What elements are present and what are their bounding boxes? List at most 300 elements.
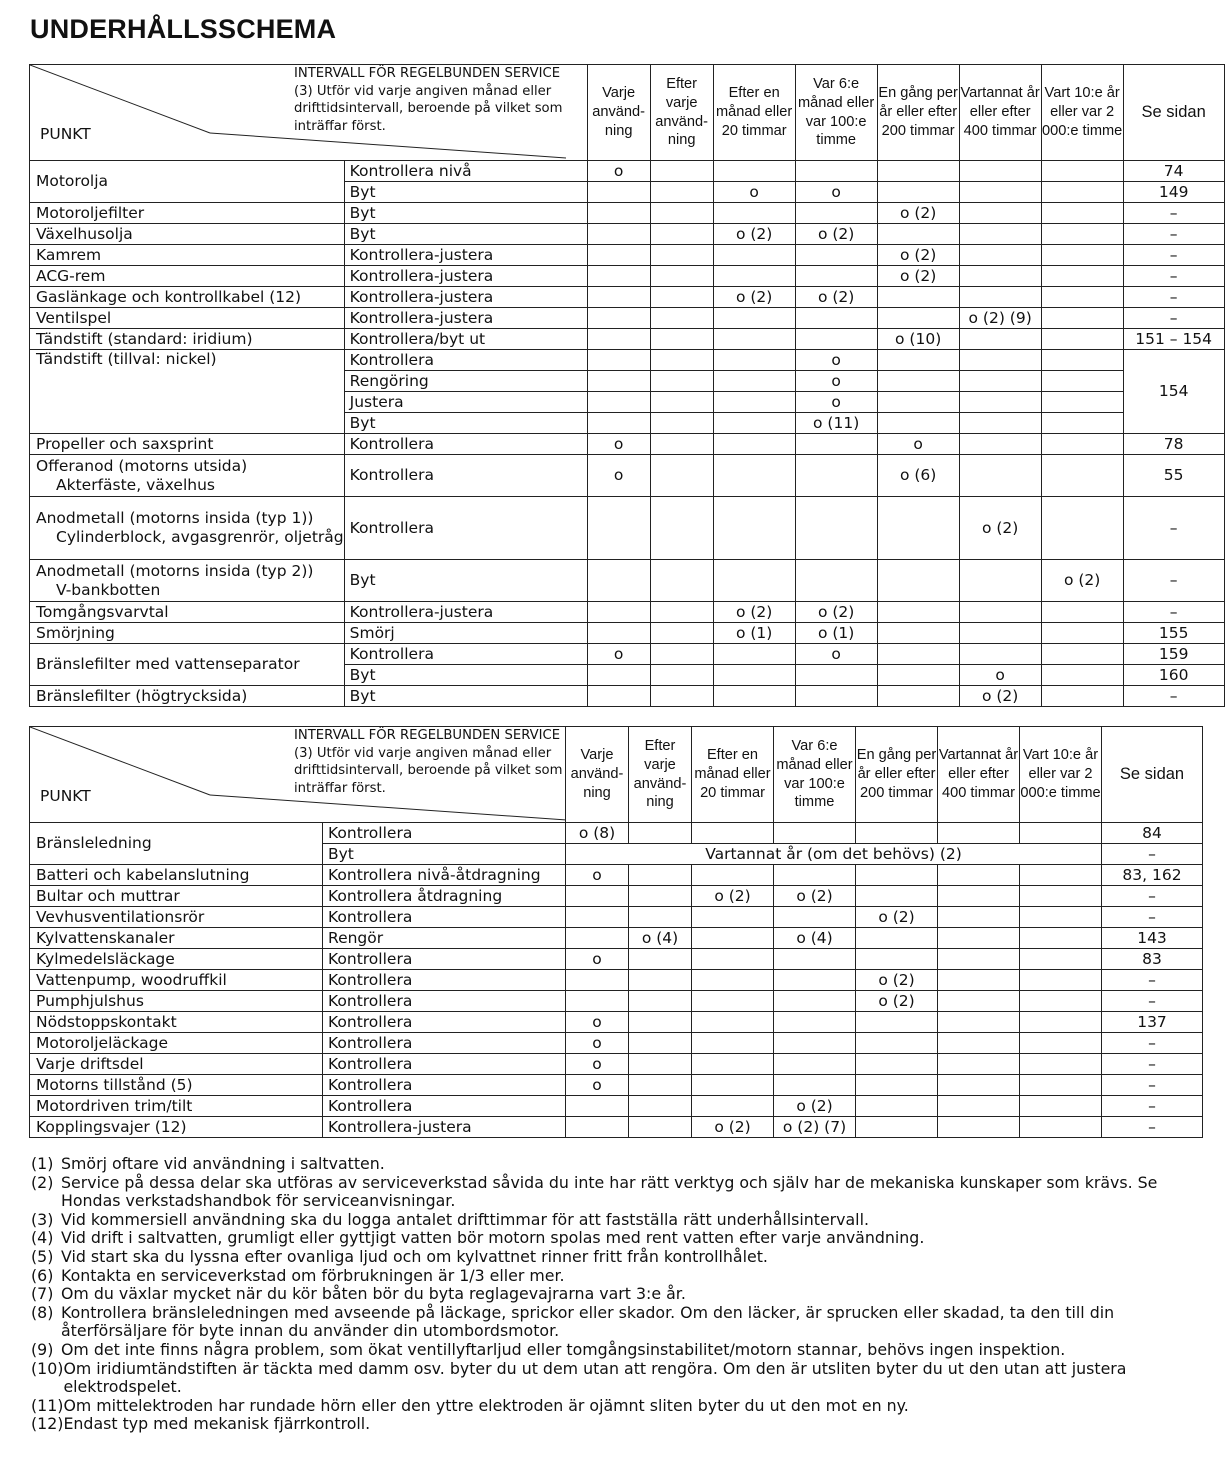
interval-mark-cell [629, 1096, 692, 1117]
interval-mark-cell: o [566, 1075, 629, 1096]
item-label: Ventilspel [36, 308, 112, 327]
interval-mark-cell [795, 686, 877, 707]
item-cell [30, 455, 345, 497]
interval-mark-cell [713, 350, 795, 371]
interval-mark-cell [587, 203, 650, 224]
item-cell [30, 1012, 323, 1033]
interval-mark-cell [959, 245, 1041, 266]
interval-mark-cell [713, 392, 795, 413]
footnote-text: Vid start ska du lyssna efter ovanliga ljud och om kylvattnet rinner fritt från kontrollhålet. [61, 1246, 768, 1266]
interval-mark-cell [877, 644, 959, 665]
interval-mark-cell [795, 308, 877, 329]
interval-mark-cell [795, 266, 877, 287]
interval-mark-cell: o [795, 182, 877, 203]
page-ref-cell: 160 [1123, 665, 1224, 686]
interval-mark-cell: o [713, 182, 795, 203]
item-cell [30, 865, 323, 886]
table-row [30, 991, 1203, 1012]
diagonal-header-cell [30, 727, 566, 823]
footnote [31, 1229, 1211, 1248]
punkt-label: PUNKT [40, 787, 91, 805]
interval-mark-cell [856, 823, 938, 844]
page-ref-cell: – [1123, 203, 1224, 224]
interval-mark-cell: o (2) [856, 907, 938, 928]
item-label: Växelhusolja [36, 224, 133, 243]
task-cell: Kontrollera-justera [344, 287, 587, 308]
task-cell: Kontrollera-justera [344, 245, 587, 266]
interval-mark-cell [959, 350, 1041, 371]
item-label: Tändstift (tillval: nickel) [36, 350, 217, 368]
page-ref-cell: – [1123, 287, 1224, 308]
interval-mark-cell [650, 224, 713, 245]
interval-mark-cell: o [587, 644, 650, 665]
interval-mark-cell [877, 371, 959, 392]
interval-mark-cell [959, 602, 1041, 623]
interval-mark-cell [795, 434, 877, 455]
maintenance-table-1 [29, 64, 1225, 707]
task-cell: Kontrollera [323, 1054, 566, 1075]
interval-mark-cell [650, 350, 713, 371]
item-cell [30, 560, 345, 602]
item-label: Anodmetall (motorns insida (typ 2)) [36, 561, 314, 580]
interval-mark-cell [587, 308, 650, 329]
interval-mark-cell: o (2) [877, 203, 959, 224]
diagonal-header-cell [30, 65, 588, 161]
task-cell: Kontrollera [344, 455, 587, 497]
interval-mark-cell: o (4) [629, 928, 692, 949]
item-label: Motoroljefilter [36, 203, 145, 222]
interval-mark-cell [1041, 665, 1123, 686]
interval-mark-cell: o (2) [713, 287, 795, 308]
interval-mark-cell: o (2) [795, 602, 877, 623]
interval-mark-cell [566, 1096, 629, 1117]
interval-mark-cell [587, 497, 650, 560]
interval-mark-cell [877, 623, 959, 644]
interval-mark-cell [1041, 623, 1123, 644]
interval-mark-cell [1020, 970, 1102, 991]
table-row [30, 350, 1225, 371]
interval-mark-cell: o (2) [856, 970, 938, 991]
interval-mark-cell [692, 991, 774, 1012]
interval-mark-cell [629, 1033, 692, 1054]
task-cell: Kontrollera [323, 907, 566, 928]
table-row [30, 1117, 1203, 1138]
footnote-number: (3) [31, 1209, 54, 1229]
interval-mark-cell [566, 928, 629, 949]
interval-mark-cell [938, 823, 1020, 844]
item-label: Motoroljeläckage [36, 1033, 168, 1052]
task-cell: Byt [344, 665, 587, 686]
interval-mark-cell [774, 907, 856, 928]
interval-mark-cell [938, 865, 1020, 886]
interval-mark-cell: o (2) [877, 266, 959, 287]
interval-mark-cell: o [795, 392, 877, 413]
item-label: Bränslefilter med vattenseparator [36, 655, 300, 673]
interval-mark-cell [1020, 1054, 1102, 1075]
column-header: Vart 10:e år eller var 2 000:e timme [1041, 65, 1123, 161]
interval-mark-cell: o (2) [774, 1096, 856, 1117]
item-label: Vevhusventilationsrör [36, 907, 205, 926]
interval-mark-cell [566, 886, 629, 907]
page-ref-cell: – [1123, 602, 1224, 623]
item-cell [30, 928, 323, 949]
page-ref-cell: – [1102, 844, 1203, 865]
interval-mark-cell [877, 308, 959, 329]
item-cell [30, 245, 345, 266]
footnote [31, 1304, 1211, 1341]
interval-mark-cell [856, 865, 938, 886]
interval-mark-cell: o (1) [713, 623, 795, 644]
interval-mark-cell [877, 413, 959, 434]
interval-mark-cell: o [587, 434, 650, 455]
interval-mark-cell [1041, 602, 1123, 623]
item-cell [30, 203, 345, 224]
interval-mark-cell [938, 991, 1020, 1012]
interval-mark-cell [650, 560, 713, 602]
table-row [30, 1054, 1203, 1075]
table-row [30, 245, 1225, 266]
interval-mark-cell: o (2) [692, 1117, 774, 1138]
interval-mark-cell [566, 970, 629, 991]
column-header: Efter varje använd-ning [650, 65, 713, 161]
interval-mark-cell: o [795, 350, 877, 371]
table-row [30, 949, 1203, 970]
interval-mark-cell [1041, 644, 1123, 665]
table-row [30, 1033, 1203, 1054]
footnote [31, 1155, 1211, 1174]
interval-mark-cell [856, 1012, 938, 1033]
interval-mark-cell: o (1) [795, 623, 877, 644]
interval-mark-cell [713, 560, 795, 602]
interval-mark-cell [566, 907, 629, 928]
interval-mark-cell [650, 371, 713, 392]
interval-mark-cell [774, 991, 856, 1012]
interval-mark-cell [938, 1033, 1020, 1054]
interval-mark-cell [692, 823, 774, 844]
footnote-text: Om du växlar mycket när du kör båten bör du byta reglagevajrarna vart 3:e år. [61, 1284, 686, 1304]
footnote [31, 1211, 1211, 1230]
interval-mark-cell [650, 245, 713, 266]
interval-mark-cell [1041, 287, 1123, 308]
interval-mark-cell [713, 245, 795, 266]
interval-mark-cell [692, 1054, 774, 1075]
task-cell: Kontrollera/byt ut [344, 329, 587, 350]
task-cell: Byt [344, 182, 587, 203]
interval-mark-cell [1041, 245, 1123, 266]
item-cell [30, 1117, 323, 1138]
task-cell: Kontrollera [323, 949, 566, 970]
interval-mark-cell [1020, 1012, 1102, 1033]
task-cell: Rengöring [344, 371, 587, 392]
footnote-text: Service på dessa delar ska utföras av serviceverkstad såvida du inte har rätt verktyg och själv har de mekaniska kunskaper som krävs. Se Hondas verkstadshandbok för serviceanvisningar. [61, 1172, 1158, 1211]
interval-mark-cell [774, 1075, 856, 1096]
interval-mark-cell [1020, 865, 1102, 886]
interval-mark-cell [629, 1054, 692, 1075]
interval-mark-cell [650, 266, 713, 287]
table-row [30, 161, 1225, 182]
interval-mark-cell [650, 434, 713, 455]
interval-mark-cell [587, 413, 650, 434]
interval-mark-cell [774, 1033, 856, 1054]
interval-mark-cell [650, 308, 713, 329]
interval-label [294, 727, 566, 797]
footnote-text: Kontakta en serviceverkstad om förbrukningen är 1/3 eller mer. [61, 1265, 565, 1285]
interval-mark-cell [587, 329, 650, 350]
interval-mark-cell [650, 644, 713, 665]
interval-mark-cell: o (2) (9) [959, 308, 1041, 329]
item-cell [30, 823, 323, 865]
task-cell: Kontrollera [323, 823, 566, 844]
interval-mark-cell [856, 1096, 938, 1117]
page-ref-cell: – [1123, 266, 1224, 287]
interval-mark-cell [587, 602, 650, 623]
interval-mark-cell: o (2) [1041, 560, 1123, 602]
interval-mark-cell [587, 686, 650, 707]
interval-mark-cell [1020, 886, 1102, 907]
interval-mark-cell [587, 560, 650, 602]
item-cell [30, 1096, 323, 1117]
interval-mark-cell: o [587, 161, 650, 182]
interval-mark-cell [795, 497, 877, 560]
interval-mark-cell [650, 182, 713, 203]
table-row [30, 329, 1225, 350]
interval-mark-cell: o [877, 434, 959, 455]
interval-mark-cell [1041, 497, 1123, 560]
page-ref-cell: 154 [1123, 350, 1224, 434]
interval-heading: INTERVALL FÖR REGELBUNDEN SERVICE (3) [294, 66, 561, 99]
table-row [30, 434, 1225, 455]
interval-mark-cell [629, 1012, 692, 1033]
interval-mark-cell: o [795, 371, 877, 392]
interval-mark-cell: o (6) [877, 455, 959, 497]
footnote [31, 1248, 1211, 1267]
interval-mark-cell [629, 991, 692, 1012]
interval-mark-cell [877, 224, 959, 245]
interval-mark-cell [877, 350, 959, 371]
footnote-number: (12) [31, 1414, 64, 1434]
interval-mark-cell: o (2) [877, 245, 959, 266]
column-header: Var 6:e månad eller var 100:e timme [795, 65, 877, 161]
page-ref-cell: – [1123, 245, 1224, 266]
interval-mark-cell [587, 371, 650, 392]
interval-mark-cell [1041, 182, 1123, 203]
interval-mark-cell [938, 1054, 1020, 1075]
interval-mark-cell: o [566, 949, 629, 970]
table-row [30, 886, 1203, 907]
task-cell: Byt [344, 203, 587, 224]
interval-mark-cell [587, 245, 650, 266]
item-cell [30, 991, 323, 1012]
interval-mark-cell [587, 287, 650, 308]
page-ref-cell: – [1123, 224, 1224, 245]
interval-mark-cell [938, 907, 1020, 928]
interval-mark-cell [692, 1012, 774, 1033]
page-ref-cell: – [1102, 1117, 1203, 1138]
item-label: Pumphjulshus [36, 991, 144, 1010]
interval-mark-cell [713, 434, 795, 455]
footnote [31, 1267, 1211, 1286]
item-label: Motorns tillstånd (5) [36, 1075, 193, 1094]
interval-mark-cell [959, 623, 1041, 644]
table-row [30, 907, 1203, 928]
page-ref-cell: 84 [1102, 823, 1203, 844]
interval-mark-cell [650, 413, 713, 434]
page-column-header: Se sidan [1102, 727, 1203, 823]
item-cell [30, 350, 345, 434]
task-cell: Kontrollera [344, 434, 587, 455]
interval-mark-cell [629, 907, 692, 928]
page-ref-cell: 137 [1102, 1012, 1203, 1033]
interval-mark-cell [959, 455, 1041, 497]
item-cell [30, 886, 323, 907]
page-ref-cell: 155 [1123, 623, 1224, 644]
task-cell: Kontrollera åtdragning [323, 886, 566, 907]
interval-mark-cell [856, 1033, 938, 1054]
table-row [30, 560, 1225, 602]
item-cell [30, 266, 345, 287]
interval-mark-cell [795, 560, 877, 602]
interval-mark-cell [938, 970, 1020, 991]
interval-mark-cell [629, 823, 692, 844]
item-label: Gaslänkage och kontrollkabel (12) [36, 287, 302, 306]
task-cell: Rengör [323, 928, 566, 949]
interval-mark-cell [692, 1075, 774, 1096]
interval-mark-cell [629, 1075, 692, 1096]
interval-mark-cell [959, 266, 1041, 287]
item-cell [30, 1054, 323, 1075]
footnote-number: (9) [31, 1339, 54, 1359]
item-cell [30, 308, 345, 329]
interval-mark-cell [566, 1117, 629, 1138]
task-cell: Kontrollera [323, 970, 566, 991]
item-label: Motordriven trim/tilt [36, 1096, 193, 1115]
task-cell: Kontrollera-justera [344, 266, 587, 287]
interval-mark-cell [1020, 1117, 1102, 1138]
table-row [30, 865, 1203, 886]
task-cell: Kontrollera [344, 644, 587, 665]
interval-mark-cell [938, 886, 1020, 907]
interval-mark-cell [1020, 928, 1102, 949]
interval-mark-cell [1041, 455, 1123, 497]
item-label: Tändstift (standard: iridium) [36, 329, 253, 348]
interval-mark-cell [959, 287, 1041, 308]
page-ref-cell: 78 [1123, 434, 1224, 455]
interval-mark-cell [774, 1054, 856, 1075]
interval-mark-cell [877, 665, 959, 686]
interval-mark-cell [713, 308, 795, 329]
interval-mark-cell [713, 203, 795, 224]
interval-mark-cell [959, 644, 1041, 665]
item-label: Bränsleledning [36, 834, 152, 852]
table-row [30, 497, 1225, 560]
item-cell [30, 434, 345, 455]
interval-mark-cell [856, 949, 938, 970]
interval-mark-cell [938, 1075, 1020, 1096]
item-cell [30, 497, 345, 560]
interval-mark-cell [692, 907, 774, 928]
interval-mark-cell: o (2) [795, 287, 877, 308]
column-header: Varje använd-ning [566, 727, 629, 823]
item-cell [30, 686, 345, 707]
page-ref-cell: – [1102, 991, 1203, 1012]
table-row [30, 1012, 1203, 1033]
interval-mark-cell: o [587, 455, 650, 497]
interval-mark-cell [856, 1075, 938, 1096]
interval-mark-cell [629, 949, 692, 970]
footnote-number: (6) [31, 1265, 54, 1285]
page-ref-cell: – [1102, 886, 1203, 907]
task-cell: Kontrollera [344, 350, 587, 371]
interval-mark-cell [1020, 907, 1102, 928]
interval-mark-cell [938, 1012, 1020, 1033]
interval-mark-cell [795, 203, 877, 224]
interval-mark-cell [713, 266, 795, 287]
interval-mark-cell [1041, 266, 1123, 287]
interval-mark-cell [713, 686, 795, 707]
task-cell: Kontrollera-justera [323, 1117, 566, 1138]
page-ref-cell: 55 [1123, 455, 1224, 497]
interval-mark-cell [1041, 371, 1123, 392]
footnote-text: Om iridiumtändstiften är täckta med damm osv. byter du ut dem utan att rengöra. Om den är utsliten byter du ut den utan att justera elektrodspelet. [63, 1358, 1127, 1397]
interval-heading: INTERVALL FÖR REGELBUNDEN SERVICE (3) [294, 728, 561, 761]
item-sublabel: V-bankbotten [56, 580, 161, 599]
interval-mark-cell: o (11) [795, 413, 877, 434]
interval-mark-cell [795, 161, 877, 182]
interval-mark-cell: o (2) [692, 886, 774, 907]
footnote-number: (7) [31, 1284, 54, 1304]
interval-mark-cell [650, 161, 713, 182]
interval-mark-cell: o (2) [713, 224, 795, 245]
footnote-text: Smörj oftare vid användning i saltvatten. [61, 1154, 385, 1173]
footnote [31, 1415, 1211, 1434]
task-cell: Byt [344, 413, 587, 434]
interval-mark-cell [959, 434, 1041, 455]
task-cell: Kontrollera [323, 991, 566, 1012]
table-row [30, 1075, 1203, 1096]
interval-mark-cell [692, 970, 774, 991]
interval-mark-cell [1041, 224, 1123, 245]
interval-mark-cell [1020, 1033, 1102, 1054]
interval-mark-cell [692, 1096, 774, 1117]
item-cell [30, 287, 345, 308]
footnotes [31, 1155, 1211, 1434]
page-ref-cell: – [1102, 970, 1203, 991]
item-label: Motorolja [36, 172, 109, 190]
interval-mark-cell [856, 886, 938, 907]
interval-mark-cell [856, 1054, 938, 1075]
interval-mark-cell [587, 350, 650, 371]
task-cell: Byt [344, 224, 587, 245]
task-cell: Byt [344, 686, 587, 707]
interval-mark-cell [774, 823, 856, 844]
task-cell: Kontrollera [323, 1012, 566, 1033]
interval-description: Utför vid varje angiven månad eller drifttidsintervall, beroende på vilket som inträffar först. [294, 83, 563, 134]
column-header: Vartannat år eller efter 400 timmar [959, 65, 1041, 161]
interval-mark-cell [1041, 350, 1123, 371]
interval-mark-cell [959, 392, 1041, 413]
item-label: Batteri och kabelanslutning [36, 865, 250, 884]
interval-mark-cell [877, 182, 959, 203]
interval-mark-cell: o [566, 1012, 629, 1033]
interval-mark-cell [1020, 949, 1102, 970]
column-header: En gång per år eller efter 200 timmar [856, 727, 938, 823]
item-cell [30, 161, 345, 203]
page-ref-cell: – [1123, 497, 1224, 560]
table-row [30, 644, 1225, 665]
item-label: Kopplingsvajer (12) [36, 1117, 187, 1136]
task-cell: Justera [344, 392, 587, 413]
interval-mark-cell [629, 970, 692, 991]
